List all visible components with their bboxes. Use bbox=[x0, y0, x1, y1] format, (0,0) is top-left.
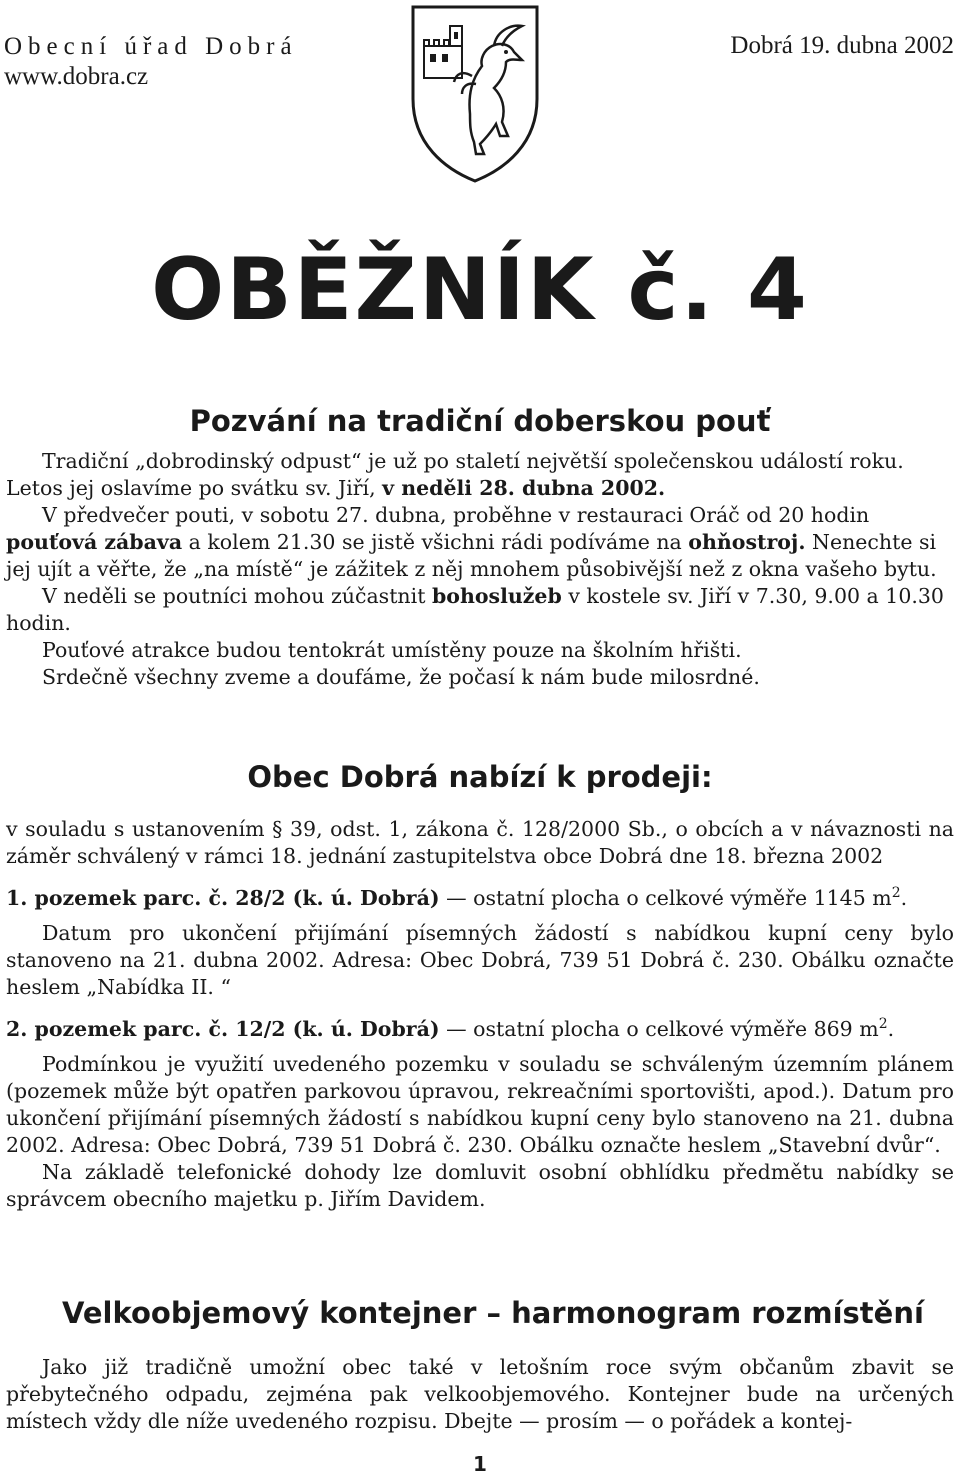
bold-text: ohňostroj. bbox=[688, 530, 806, 554]
paragraph: Pouťové atrakce budou tentokrát umístěny pouze na školním hřišti. bbox=[42, 638, 742, 662]
text: V předvečer pouti, v sobotu 27. dubna, proběhne v restauraci Oráč od 20 hodin bbox=[42, 503, 870, 527]
text: V neděli se poutníci mohou zúčastnit bbox=[42, 584, 432, 608]
intro-paragraph: v souladu s ustanovením § 39, odst. 1, zákona č. 128/2000 Sb., o obcích a v návaznosti na záměr schválený v rámci 18. jednání zastupitelstva obce Dobrá dne 18. března 2002 bbox=[6, 817, 954, 868]
section-body-pout bbox=[6, 448, 954, 691]
website: www.dobra.cz bbox=[4, 63, 149, 90]
paragraph bbox=[6, 502, 954, 583]
paragraph: Srdečně všechny zveme a doufáme, že počasí k nám bude milosrdné. bbox=[42, 665, 760, 689]
text: Tradiční „dobrodinský odpust“ je už po staletí největší společenskou událostí roku. Letos jej oslavíme po svátku sv. Jiří, bbox=[6, 449, 904, 500]
text: Nenechte si jej ujít a věřte, že „na místě“ je zážitek z něj mnohem působivější než z okna vašeho bytu. bbox=[6, 530, 937, 581]
bold-text: v neděli 28. dubna 2002. bbox=[382, 476, 666, 500]
coat-of-arms-icon bbox=[410, 4, 540, 184]
header-left bbox=[4, 32, 298, 92]
bold-text: bohoslužeb bbox=[431, 584, 562, 608]
paragraph bbox=[6, 448, 954, 502]
item-2-text-2: Na základě telefonické dohody lze domluvit osobní obhlídku předmětu nabídky se správcem obecního majetku p. Jiřím Davidem. bbox=[6, 1159, 954, 1211]
item-2-title bbox=[6, 1011, 954, 1043]
paragraph bbox=[6, 583, 954, 637]
item-2-text: Podmínkou je využití uvedeného pozemku v souladu se schváleným územním plánem (pozemek může být opatřen parkovou úpravou, rekreačními sportovišti, apod.). Datum pro ukončení přijímání písemných žádostí s nabídkou kupní ceny bylo stanoveno na 21. dubna 2002. Adresa: Obec Dobrá, 739 51 Dobrá č. 230. Obálku označte heslem „Stavební dvůr“. bbox=[6, 1051, 954, 1157]
text: — ostatní plocha o celkové výměře 869 m bbox=[439, 1016, 879, 1041]
text: v kostele sv. Jiří v 7.30, 9.00 a 10.30 hodin. bbox=[6, 584, 944, 635]
section-heading-pout: Pozvání na tradiční doberskou pouť bbox=[189, 404, 771, 438]
text: — ostatní plocha o celkové výměře 1145 m bbox=[439, 885, 892, 910]
office-name: Obecní úřad Dobrá bbox=[4, 33, 298, 60]
item-1-text: Datum pro ukončení přijímání písemných žádostí s nabídkou kupní ceny bylo stanoveno na 21. dubna 2002. Adresa: Obec Dobrá, 739 51 Dobrá č. 230. Obálku označte heslem „Nabídka II. “ bbox=[6, 920, 954, 999]
bold-text: pouťová zábava bbox=[6, 530, 183, 554]
superscript: 2 bbox=[878, 1015, 888, 1032]
text: . bbox=[900, 885, 908, 910]
text: a kolem 21.30 se jistě všichni rádi podíváme na bbox=[182, 530, 689, 554]
section-body-kontejner bbox=[6, 1354, 954, 1435]
superscript: 2 bbox=[891, 885, 901, 901]
item-1-title bbox=[6, 880, 954, 912]
header-date: Dobrá 19. dubna 2002 bbox=[730, 32, 954, 59]
section-heading-kontejner: Velkoobjemový kontejner – harmonogram rozmístění bbox=[62, 1296, 924, 1330]
bold-text: 2. pozemek parc. č. 12/2 (k. ú. Dobrá) bbox=[6, 1016, 440, 1041]
paragraph: Jako již tradičně umožní obec také v letošním roce svým občanům zbavit se přebytečného odpadu, zejména pak velkoobjemového. Kontejner bude na určených místech vždy dle níže uvedeného rozpisu. Dbejte — prosím — o pořádek a kontej- bbox=[6, 1355, 954, 1433]
page-number: 1 bbox=[473, 1452, 487, 1476]
page-title: OBĚŽNÍK č. 4 bbox=[151, 240, 809, 340]
section-heading-prodej: Obec Dobrá nabízí k prodeji: bbox=[247, 760, 713, 794]
section-body-prodej bbox=[6, 816, 954, 1213]
bold-text: 1. pozemek parc. č. 28/2 (k. ú. Dobrá) bbox=[6, 885, 440, 910]
text: . bbox=[887, 1016, 895, 1041]
